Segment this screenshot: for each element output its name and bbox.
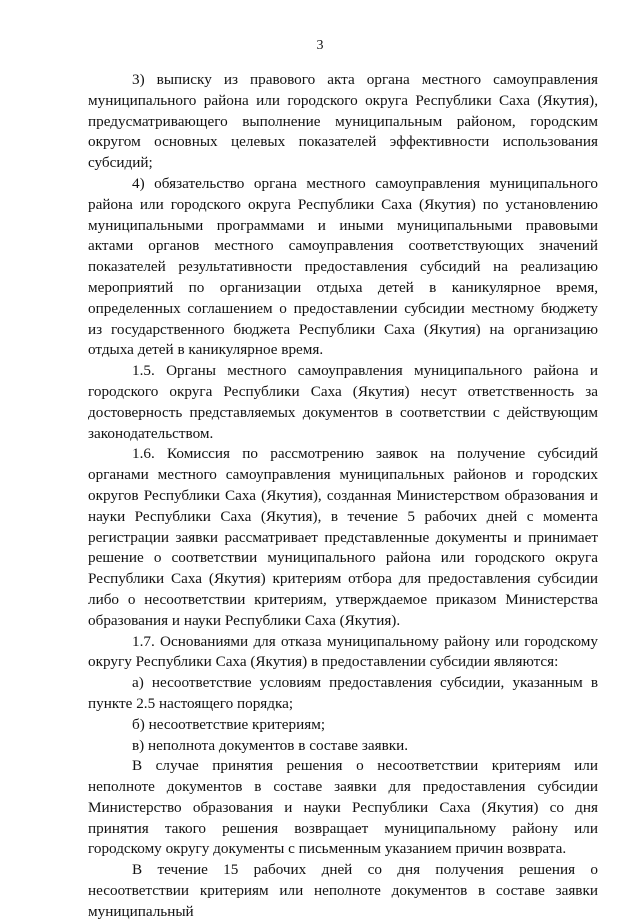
paragraph-item-a: а) несоответствие условиям предоставления субсидии, указанным в пункте 2.5 настоящего порядка; bbox=[88, 674, 598, 712]
paragraph-1-5: 1.5. Органы местного самоуправления муниципального района и городского округа Республики Саха (Якутия) несут ответственность за достоверность представляемых документов в соответствии с действующим законодательством. bbox=[88, 362, 598, 442]
paragraph-item-b: б) несоответствие критериям; bbox=[132, 715, 326, 733]
page-number: 3 bbox=[316, 38, 324, 53]
paragraph-item-3: 3) выписку из правового акта органа местного самоуправления муниципального района или городского округа Республики Саха (Якутия), предусматривающего выполнение муниципальным районом, городским округом основных целевых показателей эффективности использования субсидий; bbox=[88, 71, 598, 172]
paragraph-1-6: 1.6. Комиссия по рассмотрению заявок на получение субсидий органами местного самоуправления муниципальных районов и городских округов Республики Саха (Якутия), созданная Министерством образования и науки Республики Саха (Якутия), в течение 5 рабочих дней с момента регистрации заявки рассматривает представленные документы и принимает решение о соответствии муниципального района или городского округа Республики Саха (Якутия) критериям отбора для предоставления субсидии либо о несоответствии критериям, утверждаемое приказом Министерства образования и науки Республики Саха (Якутия). bbox=[88, 445, 598, 629]
paragraph-15-days: В течение 15 рабочих дней со дня получения решения о несоответствии критериям или неполноте документов в составе заявки муниципальный bbox=[88, 861, 598, 920]
paragraph-1-7: 1.7. Основаниями для отказа муниципальному району или городскому округу Республики Саха (Якутия) в предоставлении субсидии являются: bbox=[88, 632, 598, 671]
paragraph-item-v: в) неполнота документов в составе заявки. bbox=[132, 736, 409, 754]
paragraph-return-documents: В случае принятия решения о несоответствии критериям или неполноте документов в составе заявки для предоставления субсидии Министерство образования и науки Республики Саха (Якутия) со дня принятия такого решения возвращает муниципальному району или городскому округу документы с письменным указанием причин возврата. bbox=[88, 757, 598, 858]
paragraph-item-4: 4) обязательство органа местного самоуправления муниципального района или городского округа Республики Саха (Якутия) по установлению муниципальными программами и иными муниципальными правовыми актами органов местного самоуправления соответствующих значений показателей результативности предоставления субсидий на реализацию мероприятий по организации отдыха детей в каникулярное время, определенных соглашением о предоставлении субсидии местному бюджету из государственного бюджета Республики Саха (Якутия) на организацию отдыха детей в каникулярное время. bbox=[88, 174, 598, 359]
document-body bbox=[88, 70, 598, 923]
